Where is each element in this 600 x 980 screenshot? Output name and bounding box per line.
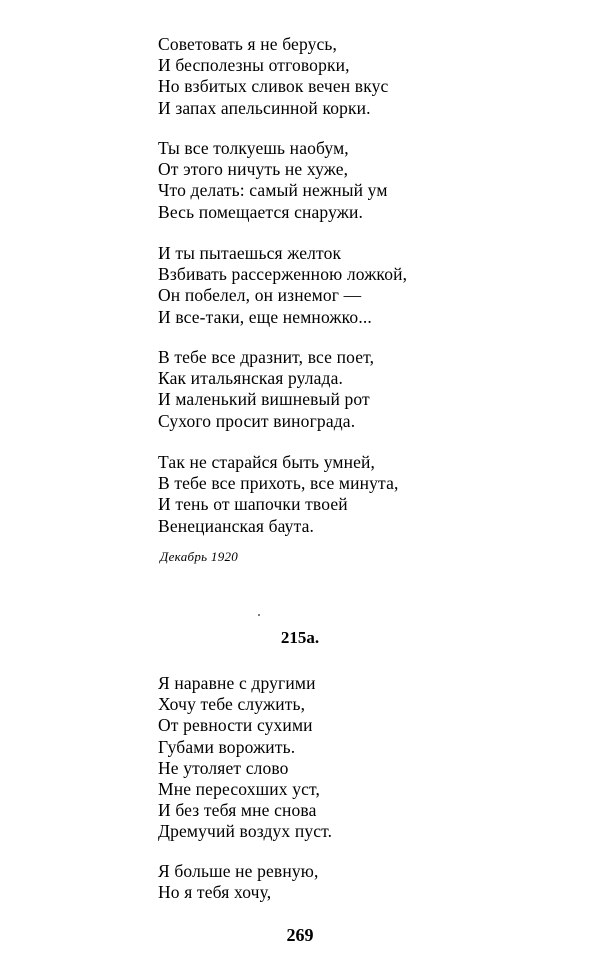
poem-line: Взбивать рассерженною ложкой,: [158, 264, 408, 285]
poem-line: Я больше не ревную,: [158, 861, 319, 881]
stanza: [158, 452, 558, 537]
poem-line: В тебе все дразнит, все поет,: [158, 347, 375, 367]
poem-line: И запах апельсинной корки.: [158, 97, 371, 118]
poem-line: Он побелел, он изнемог —: [158, 285, 362, 306]
poem-line: Не утоляет слово: [158, 757, 289, 778]
poem-line: От этого ничуть не хуже,: [158, 159, 349, 180]
poem-line: От ревности сухими: [158, 715, 313, 736]
poem-line: Но взбитых сливок вечен вкус: [158, 76, 389, 97]
poem-line: И бесполезны отговорки,: [158, 55, 350, 76]
poem-line: Венецианская баута.: [158, 515, 315, 536]
poem-line: Что делать: самый нежный ум: [158, 180, 388, 201]
poem-line: Сухого просит винограда.: [158, 410, 356, 431]
poem-line: И ты пытаешься желток: [158, 243, 342, 263]
poem-line: Весь помещается снаружи.: [158, 201, 364, 222]
poem-number: 215а.: [280, 628, 320, 647]
poem-date: Декабрь 1920: [160, 549, 239, 564]
poem-line: В тебе все прихоть, все минута,: [158, 473, 399, 494]
page-number: 269: [286, 925, 314, 945]
stanza: [158, 673, 558, 843]
poem-line: Но я тебя хочу,: [158, 882, 272, 903]
poem-line: Хочу тебе служить,: [158, 694, 306, 715]
poem-line: Так не старайся быть умней,: [158, 452, 376, 472]
stanza: [158, 138, 558, 223]
poem-line: Советовать я не берусь,: [158, 34, 338, 54]
poem-line: И все-таки, еще немножко...: [158, 306, 372, 327]
print-speck: [258, 614, 260, 616]
poem-line: И без тебя мне снова: [158, 800, 317, 821]
poem-line: Мне пересохших уст,: [158, 779, 321, 800]
stanza: [158, 347, 558, 432]
poem-line: Ты все толкуешь наобум,: [158, 138, 349, 158]
stanza: [158, 34, 558, 119]
poem-line: И тень от шапочки твоей: [158, 494, 348, 515]
stanza: [158, 861, 558, 903]
stanza: [158, 243, 558, 328]
poem-line: Я наравне с другими: [158, 673, 316, 693]
poem-line: Губами ворожить.: [158, 736, 296, 757]
poem-line: Дремучий воздух пуст.: [158, 821, 333, 842]
poem-line: И маленький вишневый рот: [158, 389, 370, 410]
poem-line: Как итальянская рулада.: [158, 368, 344, 389]
